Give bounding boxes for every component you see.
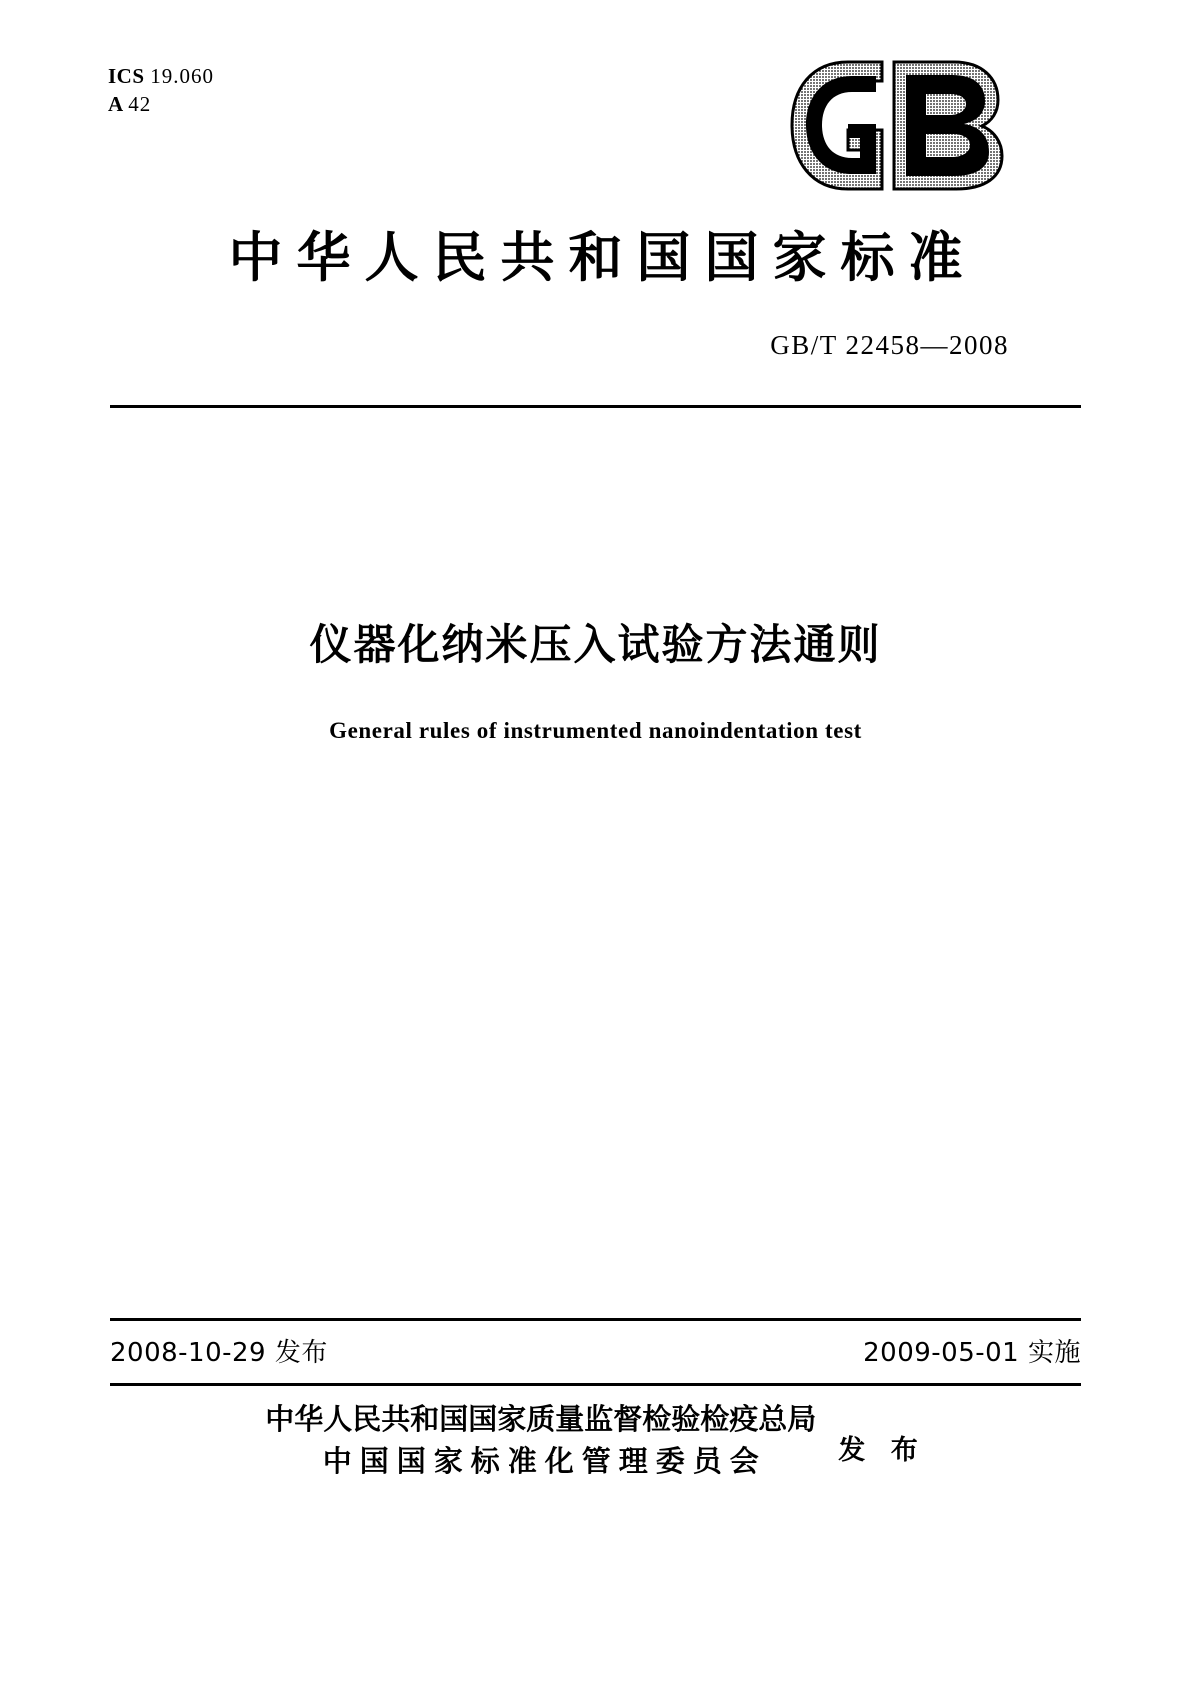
date-row — [110, 1332, 1081, 1380]
implementation-date: 2009-05-01 实施 — [863, 1338, 1081, 1368]
issuer-block — [0, 1398, 1191, 1482]
issuer-line-2: 中国国家标准化管理委员会 — [322, 1444, 767, 1479]
ics-classification-block — [108, 62, 214, 119]
footer-divider-bottom — [110, 1383, 1081, 1386]
classification-label: A — [108, 92, 123, 117]
document-title-chinese: 仪器化纳米压入试验方法通则 — [309, 620, 882, 669]
gb-logo-icon — [786, 58, 1016, 193]
standard-number: GB/T 22458—2008 — [770, 330, 1009, 360]
ics-value: 19.060 — [150, 64, 215, 88]
classification-value: 42 — [128, 92, 152, 117]
issue-date: 2008-10-29 发布 — [110, 1338, 328, 1368]
classification-line — [108, 90, 214, 118]
issuer-line-1: 中华人民共和国国家质量监督检验检疫总局 — [265, 1402, 817, 1436]
issuer-names — [265, 1398, 816, 1482]
publish-label: 发 布 — [838, 1434, 926, 1466]
header-divider — [110, 405, 1081, 408]
ics-line — [108, 62, 214, 90]
footer-divider-top — [110, 1318, 1081, 1321]
ics-label: ICS — [108, 64, 145, 88]
document-title-english: General rules of instrumented nanoindentation test — [329, 718, 862, 743]
national-standard-title: 中华人民共和国国家标准 — [228, 226, 977, 289]
